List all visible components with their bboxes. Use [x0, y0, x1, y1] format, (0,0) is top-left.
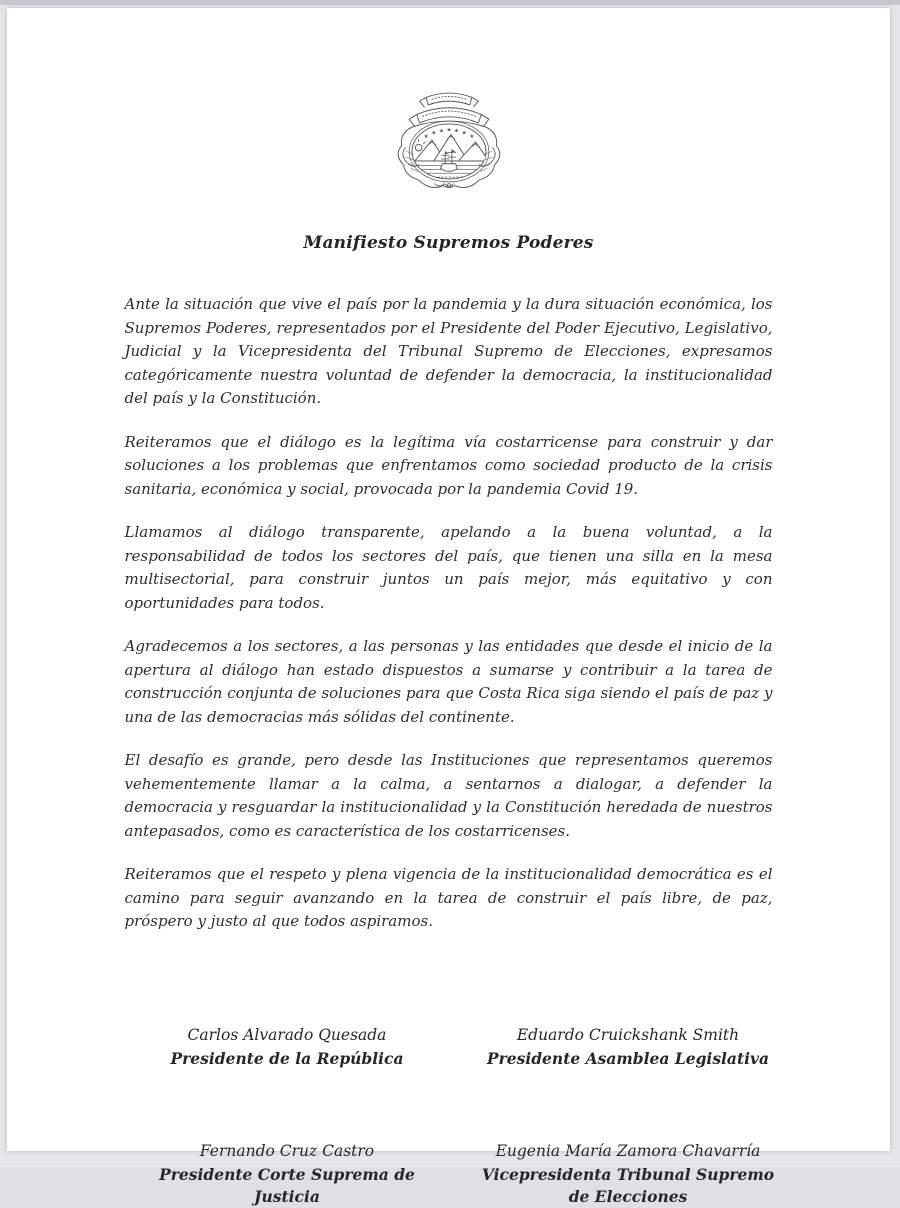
- signature-section: [7, 1026, 890, 1208]
- document-title: Manifiesto Supremos Poderes: [303, 233, 594, 253]
- svg-text:★: ★: [438, 128, 444, 135]
- signature-row-2: [7, 1142, 890, 1208]
- signature-name: Eduardo Cruickshank Smith: [516, 1025, 740, 1044]
- signature-title: Presidente Corte Suprema de Justicia: [159, 1164, 415, 1206]
- paragraph-6: Reiteramos que el respeto y plena vigencia de la institucionalidad democrática es el camino para seguir avanzando en la tarea de construir el país libre, de paz, próspero y justo al que todos aspiramos.: [124, 865, 773, 930]
- paragraph-1: Ante la situación que vive el país por la pandemia y la dura situación económica, los Supremos Poderes, representados por el Presidente del Poder Ejecutivo, Legislativo, Judicial y la Vicepresidenta del Tribunal Supremo de Elecciones, expresamos categóricamente nuestra voluntad de defender la democracia, la institucionalidad del país y la Constitución.: [124, 295, 773, 407]
- signature-block-president-supreme-court: [137, 1142, 437, 1208]
- svg-text:★: ★: [423, 134, 429, 141]
- signature-title: Vicepresidenta Tribunal Supremo de Elecciones: [481, 1164, 775, 1206]
- paragraph-5: El desafío es grande, pero desde las Instituciones que representamos queremos vehementemente llamar a la calma, a sentarnos a dialogar, a defender la democracia y resguardar la institucionalidad y la Constitución heredada de nuestros antepasados, como es característica de los costarricenses.: [124, 751, 773, 840]
- signature-title: Presidente de la República: [170, 1048, 404, 1068]
- paragraph-2: Reiteramos que el diálogo es la legítima vía costarricense para construir y dar soluciones a los problemas que enfrentamos como sociedad producto de la crisis sanitaria, económica y social, provocada por la pandemia Covid 19.: [124, 432, 773, 498]
- signature-row-1: [7, 1026, 890, 1070]
- signature-name: Fernando Cruz Castro: [199, 1141, 375, 1160]
- svg-text:★: ★: [468, 134, 474, 141]
- document-body: [125, 293, 773, 934]
- signature-title: Presidente Asamblea Legislativa: [486, 1048, 770, 1068]
- signature-block-president-assembly: [472, 1026, 784, 1070]
- svg-text:★: ★: [445, 127, 452, 134]
- costa-rica-coat-of-arms-icon: [392, 85, 506, 197]
- signature-block-vicepresident-tse: [472, 1142, 784, 1208]
- svg-text:★: ★: [430, 130, 436, 137]
- paragraph-4: Agradecemos a los sectores, a las personas y las entidades que desde el inicio de la apertura al diálogo han estado dispuestos a sumarse y contribuir a la tarea de construcción conjunta de soluciones para que Costa Rica siga siendo el país de paz y una de las democracias más sólidas del continente.: [124, 637, 773, 726]
- svg-text:★: ★: [461, 130, 467, 137]
- paragraph-3: Llamamos al diálogo transparente, apelando a la buena voluntad, a la responsabilidad de todos los sectores del país, que tienen una silla en la mesa multisectorial, para construir juntos un país mejor, más equitativo y con oportunidades para todos.: [124, 523, 773, 612]
- document-sheet: [7, 8, 890, 1206]
- signature-block-president-republic: [137, 1026, 437, 1070]
- signature-name: Eugenia María Zamora Chavarría: [495, 1141, 761, 1160]
- svg-text:★: ★: [453, 128, 459, 135]
- signature-name: Carlos Alvarado Quesada: [187, 1025, 387, 1044]
